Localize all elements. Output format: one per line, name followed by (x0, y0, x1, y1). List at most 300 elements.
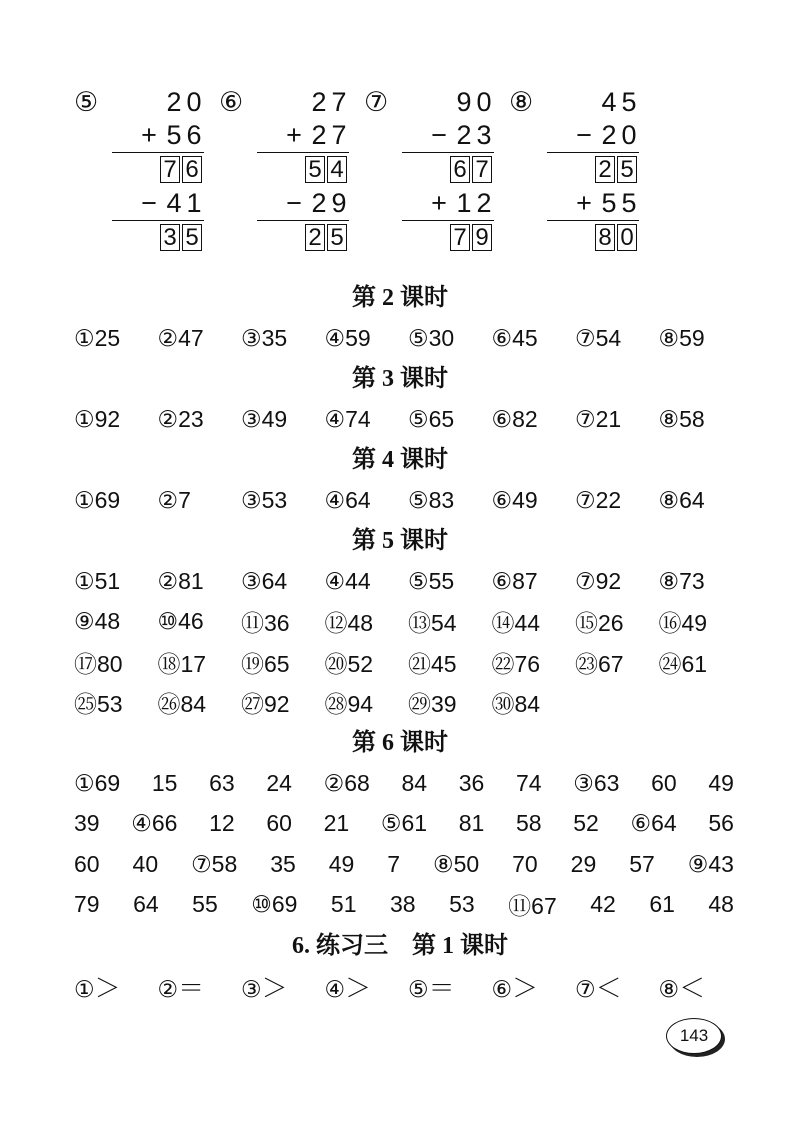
item-answer: ＞ (345, 972, 372, 1003)
answer-box: 9 (472, 224, 492, 251)
item-answer: 69 (94, 486, 121, 513)
answer-value: 29 (570, 850, 597, 877)
item-number: ⑤ (408, 405, 429, 432)
result-boxes (595, 156, 637, 183)
result-boxes (160, 156, 202, 183)
answer-row (74, 763, 734, 804)
digit: 2 (601, 119, 617, 150)
item-number: ⑤ (408, 486, 429, 513)
operator: + (286, 119, 302, 150)
answer-box: 2 (595, 156, 615, 183)
operand-row (309, 86, 349, 118)
answer-value: ①69 (74, 769, 121, 796)
item-number: ① (74, 567, 95, 594)
answer-item (74, 686, 158, 719)
answer-item (659, 605, 743, 638)
answer-item (241, 968, 325, 1005)
result-boxes (305, 224, 347, 251)
item-number: ⑧ (658, 486, 680, 513)
digit: 4 (601, 86, 617, 117)
answer-item (158, 646, 242, 679)
answer-item (158, 568, 242, 595)
answer-item (325, 605, 409, 638)
item-number: ⑦ (575, 486, 596, 513)
answer-item (659, 968, 743, 1005)
item-answer: 21 (595, 405, 622, 432)
digit: 1 (456, 187, 472, 218)
item-answer: 44 (514, 610, 541, 637)
item-number: ⑫ (324, 610, 348, 637)
item-answer: 39 (431, 691, 457, 718)
lesson4-answers (74, 480, 734, 521)
item-answer: 58 (679, 405, 705, 432)
operator: − (286, 187, 302, 218)
item-answer: 25 (94, 324, 121, 351)
answer-value: 39 (74, 810, 100, 837)
operator: − (141, 187, 157, 218)
operand-row (134, 119, 204, 151)
answer-item (74, 487, 158, 514)
answer-item (325, 406, 409, 433)
digit: 5 (166, 119, 182, 150)
item-answer: 53 (261, 486, 288, 513)
answer-item (408, 968, 492, 1005)
item-number: ③ (241, 324, 262, 351)
item-number: ⑳ (324, 650, 348, 677)
answer-item (241, 568, 325, 595)
answer-item (492, 605, 576, 638)
answer-box: 5 (327, 224, 347, 251)
answer-item (492, 325, 576, 352)
answer-item (74, 568, 158, 595)
operand-row (424, 119, 494, 151)
item-answer: ＜ (595, 972, 622, 1003)
item-answer: ＝ (178, 972, 205, 1003)
problem-number: ⑧ (509, 87, 534, 117)
item-number: ⑩ (157, 608, 179, 635)
answer-item (575, 968, 659, 1005)
answer-item (408, 605, 492, 638)
answer-value: 49 (708, 769, 734, 796)
item-number: ⑨ (74, 608, 95, 635)
lesson6-answers (74, 763, 734, 925)
item-answer: 94 (347, 691, 374, 718)
answer-item (158, 406, 242, 433)
answer-item (325, 325, 409, 352)
answer-item (74, 608, 158, 635)
answer-item (74, 646, 158, 679)
item-number: ⑧ (658, 324, 680, 351)
answer-value: 55 (192, 891, 218, 918)
answer-item (241, 487, 325, 514)
item-number: ⑦ (575, 975, 596, 1002)
page-number: 143 (666, 1018, 722, 1054)
operand-row (569, 119, 639, 151)
digit: 5 (621, 187, 637, 218)
item-answer: 45 (512, 324, 538, 351)
item-number: ㉘ (324, 691, 348, 718)
result-boxes (450, 156, 492, 183)
vertical-problem (364, 86, 494, 261)
operator: + (576, 187, 592, 218)
item-number: ② (157, 405, 179, 432)
lesson2-heading: 第 2 课时 (352, 285, 448, 311)
digit: 0 (186, 86, 202, 117)
item-answer: 49 (681, 610, 708, 637)
sum-line (257, 220, 349, 221)
answer-item (158, 686, 242, 719)
answer-box: 5 (305, 156, 325, 183)
item-number: ㉕ (74, 691, 97, 718)
answer-value: 15 (151, 769, 178, 796)
answer-item (408, 325, 492, 352)
item-number: ⑲ (241, 650, 264, 677)
answer-value: ⑥64 (630, 810, 677, 837)
problem-number: ⑦ (364, 87, 389, 117)
answer-value: ③63 (573, 769, 620, 796)
answer-box: 7 (450, 224, 470, 251)
item-number: ⑭ (491, 610, 515, 637)
item-number: ㉖ (157, 691, 181, 718)
answer-value: ④66 (131, 810, 178, 837)
item-number: ㉑ (408, 650, 431, 677)
answer-item (158, 325, 242, 352)
item-number: ⑥ (491, 975, 513, 1002)
answer-value: 35 (270, 850, 296, 877)
answer-value: 12 (209, 810, 235, 837)
answer-item (492, 646, 576, 679)
answer-item (241, 406, 325, 433)
answer-box: 6 (450, 156, 470, 183)
answer-box: 4 (327, 156, 347, 183)
problem-number: ⑤ (74, 87, 99, 117)
item-number: ⑤ (408, 324, 429, 351)
item-number: ⑮ (575, 610, 598, 637)
item-number: ⑧ (658, 975, 680, 1002)
operator: + (141, 119, 157, 150)
item-answer: 47 (178, 324, 204, 351)
item-answer: ＞ (261, 972, 288, 1003)
item-number: ㉚ (491, 691, 515, 718)
sum-line (547, 220, 639, 221)
item-number: ② (157, 486, 179, 513)
answer-item (492, 686, 576, 719)
answer-item (408, 568, 492, 595)
item-answer: 84 (514, 691, 541, 718)
answer-value: 51 (330, 891, 357, 918)
digit: 2 (166, 86, 182, 117)
item-number: ① (74, 324, 95, 351)
item-answer: 64 (261, 567, 288, 594)
answer-value: ⑧50 (433, 850, 480, 877)
operand-row (279, 119, 349, 151)
item-answer: 73 (679, 567, 705, 594)
answer-item (575, 487, 659, 514)
answer-item (325, 968, 409, 1005)
operand-row (599, 86, 639, 118)
item-answer: 81 (178, 567, 204, 594)
answer-value: 56 (708, 810, 734, 837)
digit: 3 (476, 119, 492, 150)
item-number: ㉓ (575, 650, 598, 677)
answer-value: 61 (649, 891, 675, 918)
answer-value: 21 (323, 810, 350, 837)
answer-box: 3 (160, 224, 180, 251)
item-number: ③ (241, 975, 262, 1002)
answer-value: 48 (708, 891, 734, 918)
digit: 5 (601, 187, 617, 218)
item-answer: 82 (512, 405, 538, 432)
item-number: ⑥ (491, 567, 513, 594)
item-number: ④ (324, 975, 346, 1002)
answer-item (325, 568, 409, 595)
answer-value: ⑪67 (508, 893, 557, 920)
item-answer: 22 (595, 486, 622, 513)
item-number: ⑧ (658, 567, 680, 594)
lesson5-heading: 第 5 课时 (352, 528, 448, 554)
answer-value: 53 (449, 891, 475, 918)
item-number: ⑪ (241, 610, 264, 637)
item-answer: 92 (94, 405, 121, 432)
item-number: ② (157, 324, 179, 351)
vertical-problem (219, 86, 349, 261)
item-number: ⑦ (575, 567, 596, 594)
problem-number: ⑥ (219, 87, 244, 117)
answer-box: 0 (617, 224, 637, 251)
answer-item (325, 686, 409, 719)
operand-row (279, 187, 349, 219)
item-answer: 51 (94, 567, 121, 594)
answer-box: 5 (617, 156, 637, 183)
sum-line (112, 152, 204, 153)
result-boxes (595, 224, 637, 251)
digit: 4 (166, 187, 182, 218)
answer-value: 60 (266, 810, 292, 837)
answer-value: 58 (515, 810, 542, 837)
operand-row (424, 187, 494, 219)
answer-row (74, 804, 734, 845)
item-answer: 55 (428, 567, 455, 594)
result-boxes (450, 224, 492, 251)
vertical-problem (509, 86, 639, 261)
item-number: ⑱ (157, 650, 181, 677)
answer-item (241, 646, 325, 679)
result-boxes (160, 224, 202, 251)
answer-item (241, 686, 325, 719)
sum-line (112, 220, 204, 221)
answer-item (74, 968, 158, 1005)
item-number: ① (74, 975, 95, 1002)
item-answer: 35 (261, 324, 288, 351)
item-answer: 76 (514, 650, 541, 677)
answer-value: 38 (390, 891, 416, 918)
digit: 1 (186, 187, 202, 218)
answer-row (74, 602, 734, 643)
item-number: ④ (324, 324, 346, 351)
answer-box: 2 (305, 224, 325, 251)
item-answer: 64 (679, 486, 705, 513)
answer-value: 49 (328, 850, 355, 877)
digit: 6 (186, 119, 202, 150)
operand-row (164, 86, 204, 118)
item-answer: 52 (347, 650, 374, 677)
operand-row (454, 86, 494, 118)
sum-line (402, 152, 494, 153)
practice3-answers (74, 966, 734, 1006)
item-number: ㉔ (658, 650, 682, 677)
answer-item (492, 568, 576, 595)
item-answer: 65 (264, 650, 290, 677)
answer-item (492, 968, 576, 1005)
item-answer: 48 (347, 610, 374, 637)
item-number: ⑤ (408, 975, 429, 1002)
answer-item (659, 568, 743, 595)
item-answer: 26 (598, 610, 624, 637)
answer-value: 60 (651, 769, 677, 796)
answer-value: 70 (512, 850, 538, 877)
digit: 9 (456, 86, 472, 117)
item-number: ① (74, 405, 95, 432)
answer-value: ⑦58 (191, 850, 238, 877)
answer-item (158, 968, 242, 1005)
answer-value: 60 (74, 850, 100, 877)
item-answer: 48 (94, 608, 121, 635)
answer-item (325, 487, 409, 514)
answer-item (408, 646, 492, 679)
answer-value: 36 (458, 769, 485, 796)
answer-value: ⑤61 (380, 810, 428, 837)
answer-value: 74 (515, 769, 542, 796)
operand-row (569, 187, 639, 219)
item-answer: 87 (512, 567, 538, 594)
item-answer: 23 (178, 405, 204, 432)
item-answer: 36 (264, 610, 290, 637)
answer-value: 63 (209, 769, 235, 796)
item-answer: 74 (345, 405, 371, 432)
digit: 2 (456, 119, 472, 150)
item-number: ② (157, 975, 179, 1002)
item-answer: 84 (180, 691, 207, 718)
item-number: ㉒ (491, 650, 515, 677)
answer-value: 42 (590, 891, 616, 918)
digit: 2 (311, 187, 327, 218)
item-number: ④ (324, 405, 346, 432)
digit: 0 (476, 86, 492, 117)
item-answer: ＜ (679, 972, 706, 1003)
answer-value: ②68 (323, 769, 370, 796)
item-number: ③ (241, 405, 262, 432)
item-number: ⑧ (658, 405, 680, 432)
answer-value: 84 (401, 769, 428, 796)
answer-value: 52 (573, 810, 599, 837)
item-answer: 64 (345, 486, 371, 513)
answer-item (575, 605, 659, 638)
item-number: ③ (241, 486, 262, 513)
answer-item (575, 568, 659, 595)
item-number: ② (157, 567, 179, 594)
answer-item (408, 487, 492, 514)
item-number: ⑦ (575, 324, 596, 351)
answer-item (241, 605, 325, 638)
item-answer: 7 (178, 486, 191, 513)
answer-value: 64 (133, 891, 159, 918)
lesson5-answers (74, 561, 734, 723)
answer-value: 81 (458, 810, 485, 837)
operator: + (431, 187, 447, 218)
item-answer: 54 (431, 610, 457, 637)
answer-value: 7 (387, 850, 401, 877)
answer-item (325, 646, 409, 679)
sum-line (547, 152, 639, 153)
answer-value: 79 (74, 891, 100, 918)
answer-box: 7 (472, 156, 492, 183)
operator: − (431, 119, 447, 150)
answer-box: 7 (160, 156, 180, 183)
answer-row (74, 561, 734, 602)
item-answer: 92 (264, 691, 290, 718)
digit: 2 (476, 187, 492, 218)
item-number: ㉙ (408, 691, 431, 718)
answer-item (408, 686, 492, 719)
item-answer: ＞ (94, 972, 121, 1003)
answer-item (74, 325, 158, 352)
answer-row (74, 844, 734, 885)
lesson3-heading: 第 3 课时 (352, 366, 448, 392)
item-answer: 44 (345, 567, 371, 594)
item-answer: 30 (428, 324, 455, 351)
item-answer: 83 (428, 486, 455, 513)
item-number: ⑥ (491, 486, 513, 513)
answer-item (659, 406, 743, 433)
answer-item (158, 487, 242, 514)
item-answer: ＞ (512, 972, 539, 1003)
answer-item (241, 325, 325, 352)
answer-box: 6 (182, 156, 202, 183)
item-answer: 65 (428, 405, 455, 432)
digit: 2 (311, 86, 327, 117)
answer-item (492, 406, 576, 433)
item-answer: 17 (180, 650, 207, 677)
item-number: ㉗ (241, 691, 264, 718)
answer-value: 24 (266, 769, 292, 796)
answer-item (575, 325, 659, 352)
item-answer: 53 (97, 691, 123, 718)
item-answer: ＝ (428, 972, 455, 1003)
digit: 7 (331, 86, 347, 117)
item-number: ⑬ (408, 610, 431, 637)
item-number: ⑯ (658, 610, 682, 637)
item-answer: 80 (97, 650, 123, 677)
answer-item (659, 487, 743, 514)
lesson4-heading: 第 4 课时 (352, 447, 448, 473)
sum-line (257, 152, 349, 153)
answer-box: 8 (595, 224, 615, 251)
answer-value: 57 (629, 850, 655, 877)
answer-value: ⑨43 (687, 850, 734, 877)
answer-item (575, 406, 659, 433)
digit: 2 (311, 119, 327, 150)
answer-item (492, 487, 576, 514)
answer-value: 40 (132, 850, 159, 877)
answer-item (74, 406, 158, 433)
answer-item (158, 608, 242, 635)
item-answer: 46 (178, 608, 204, 635)
lesson3-answers (74, 399, 734, 440)
item-answer: 59 (679, 324, 705, 351)
lesson2-answers (74, 318, 734, 359)
practice3-heading: 6. 练习三 第 1 课时 (292, 933, 508, 959)
vertical-problem (74, 86, 204, 261)
